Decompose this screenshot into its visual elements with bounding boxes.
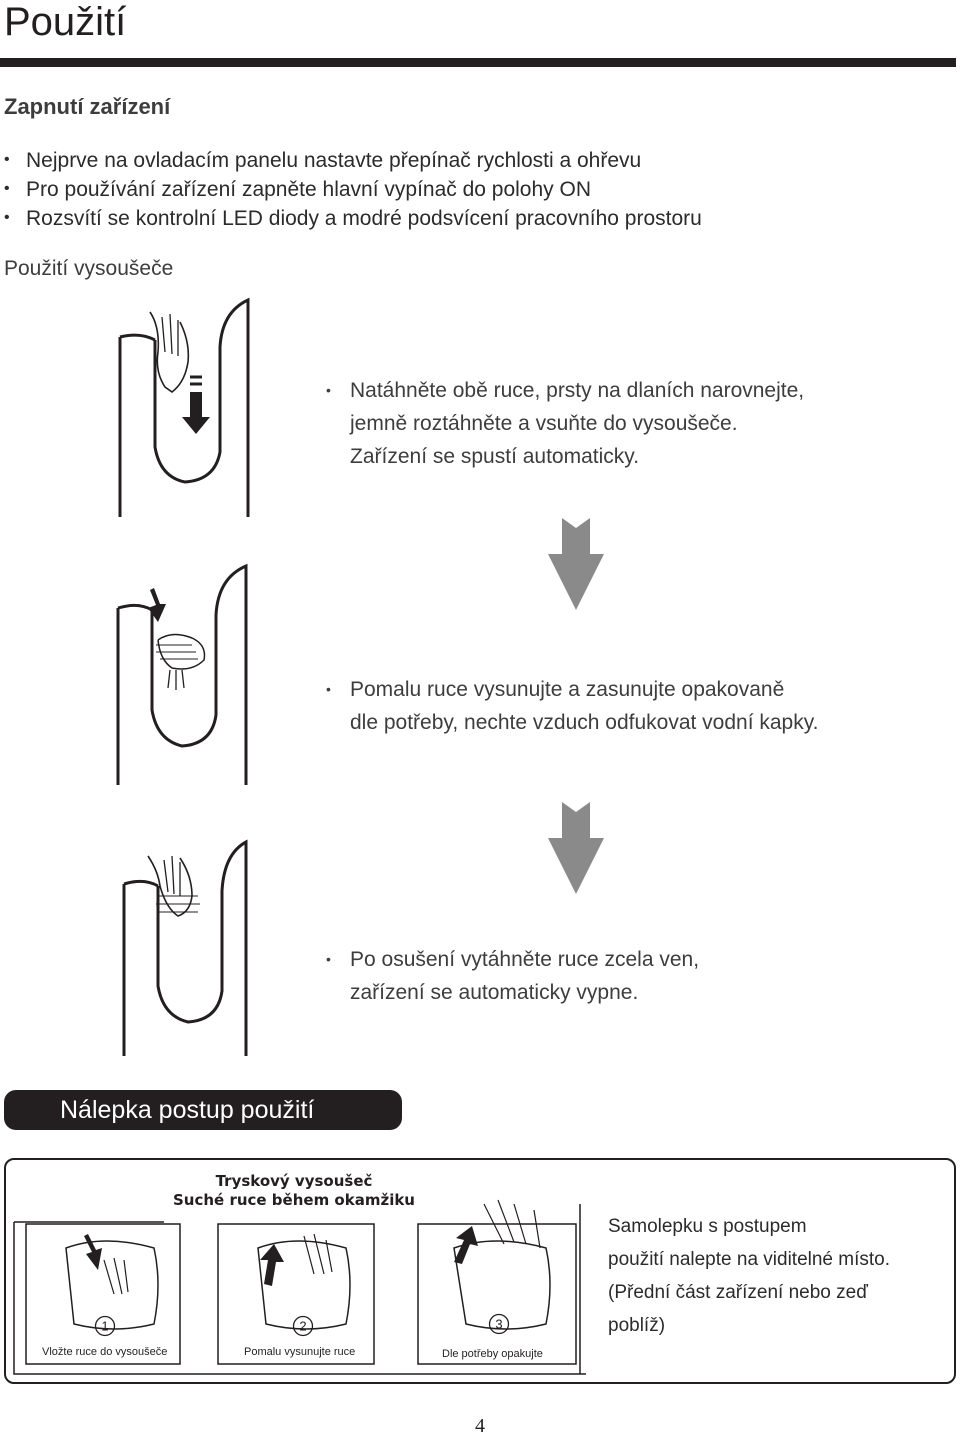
step-number-label: 1 <box>101 1318 109 1334</box>
step-line: zařízení se automaticky vypne. <box>350 981 639 1004</box>
dryer-move-hands-illustration <box>112 560 257 790</box>
step-number-1 <box>94 1315 116 1337</box>
step-line: Po osušení vytáhněte ruce zcela ven, <box>350 948 700 971</box>
note-line: poblíž) <box>608 1315 666 1336</box>
bullet-item: • Pro používání zařízení zapněte hlavní vypínač do polohy ON <box>4 175 702 204</box>
step-line: Natáhněte obě ruce, prsty na dlaních narovnejte, <box>350 379 805 402</box>
sticker-title-line-2: Suché ruce během okamžiku <box>173 1191 415 1209</box>
down-arrow-icon <box>548 518 604 610</box>
bullet-icon: • <box>326 681 331 697</box>
page-number: 4 <box>475 1415 485 1437</box>
note-line: použití nalepte na viditelné místo. <box>608 1249 891 1270</box>
page-title: Použití <box>4 0 127 44</box>
banner-label: Nálepka postup použití <box>60 1096 315 1124</box>
title-divider <box>0 58 956 67</box>
sticker-title <box>166 1172 422 1210</box>
step-number-label: 2 <box>299 1318 307 1334</box>
bullet-item: • Nejprve na ovladacím panelu nastavte přepínač rychlosti a ohřevu <box>4 146 702 175</box>
sticker-placement-note <box>608 1210 890 1342</box>
bullet-icon: • <box>326 382 331 398</box>
panel-caption: Dle potřeby opakujte <box>442 1348 543 1360</box>
bullet-icon: • <box>326 951 331 967</box>
dryer-remove-hands-illustration <box>118 836 263 1061</box>
step-number-2 <box>292 1315 314 1337</box>
down-arrow-icon <box>548 802 604 894</box>
step-line: Zařízení se spustí automaticky. <box>350 445 640 468</box>
panel-caption: Pomalu vysunujte ruce <box>244 1346 356 1358</box>
bullet-item: • Rozsvítí se kontrolní LED diody a modré podsvícení pracovního prostoru <box>4 204 702 233</box>
power-on-bullet-list <box>4 146 702 233</box>
step-number-label: 3 <box>495 1316 503 1332</box>
sticker-title-line-1: Tryskový vysoušeč <box>215 1172 373 1190</box>
step-line: jemně roztáhněte a vsuňte do vysoušeče. <box>350 412 738 435</box>
note-line: (Přední část zařízení nebo zeď <box>608 1282 868 1303</box>
section-heading-usage: Použití vysoušeče <box>4 257 174 280</box>
section-heading-power-on: Zapnutí zařízení <box>4 94 171 119</box>
note-line: Samolepku s postupem <box>608 1216 807 1237</box>
step-line: dle potřeby, nechte vzduch odfukovat vodní kapky. <box>350 711 819 734</box>
dryer-insert-hands-illustration <box>110 292 255 522</box>
step-line: Pomalu ruce vysunujte a zasunujte opakovaně <box>350 678 785 701</box>
sticker-section-banner <box>4 1090 402 1130</box>
panel-caption: Vložte ruce do vysoušeče <box>42 1346 168 1358</box>
step-number-3 <box>488 1313 510 1335</box>
